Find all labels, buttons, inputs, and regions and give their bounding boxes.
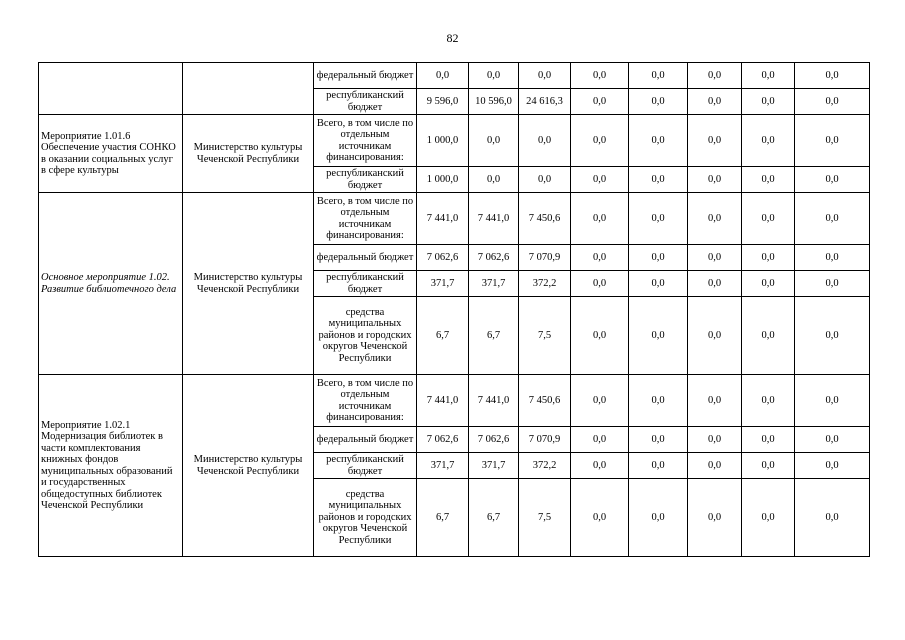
value-cell: 0,0 bbox=[629, 453, 688, 479]
value-cell: 0,0 bbox=[688, 89, 742, 115]
value-cell: 10 596,0 bbox=[469, 89, 519, 115]
value-cell: 6,7 bbox=[417, 297, 469, 375]
value-cell: 0,0 bbox=[688, 271, 742, 297]
value-cell: 0,0 bbox=[688, 479, 742, 557]
value-cell: 0,0 bbox=[742, 245, 795, 271]
value-cell: 0,0 bbox=[795, 479, 870, 557]
value-cell: 0,0 bbox=[795, 453, 870, 479]
funding-source-cell: средства муниципальных районов и городских округов Чеченской Республики bbox=[314, 297, 417, 375]
value-cell: 7 450,6 bbox=[519, 193, 571, 245]
value-cell: 1 000,0 bbox=[417, 167, 469, 193]
value-cell: 0,0 bbox=[571, 297, 629, 375]
value-cell: 0,0 bbox=[795, 63, 870, 89]
value-cell: 0,0 bbox=[571, 375, 629, 427]
value-cell: 0,0 bbox=[742, 167, 795, 193]
value-cell: 0,0 bbox=[688, 115, 742, 167]
value-cell: 371,7 bbox=[469, 453, 519, 479]
value-cell: 0,0 bbox=[742, 453, 795, 479]
value-cell: 24 616,3 bbox=[519, 89, 571, 115]
organization-cell bbox=[183, 63, 314, 115]
activity-cell: Мероприятие 1.01.6 Обеспечение участия СОНКО в оказании социальных услуг в сфере культуры bbox=[39, 115, 183, 193]
value-cell: 0,0 bbox=[688, 427, 742, 453]
value-cell: 6,7 bbox=[469, 479, 519, 557]
value-cell: 0,0 bbox=[417, 63, 469, 89]
value-cell: 7 062,6 bbox=[469, 427, 519, 453]
value-cell: 7 070,9 bbox=[519, 427, 571, 453]
value-cell: 0,0 bbox=[688, 375, 742, 427]
value-cell: 0,0 bbox=[742, 89, 795, 115]
value-cell: 371,7 bbox=[417, 271, 469, 297]
value-cell: 0,0 bbox=[795, 89, 870, 115]
value-cell: 0,0 bbox=[688, 453, 742, 479]
value-cell: 0,0 bbox=[629, 427, 688, 453]
value-cell: 7 441,0 bbox=[417, 375, 469, 427]
value-cell: 0,0 bbox=[571, 271, 629, 297]
funding-source-cell: Всего, в том числе по отдельным источникам финансирования: bbox=[314, 193, 417, 245]
budget-table bbox=[38, 62, 870, 557]
page-number: 82 bbox=[446, 31, 459, 45]
table-row bbox=[39, 63, 870, 89]
funding-source-cell: средства муниципальных районов и городских округов Чеченской Республики bbox=[314, 479, 417, 557]
table-row bbox=[39, 375, 870, 427]
value-cell: 7 062,6 bbox=[417, 245, 469, 271]
value-cell: 0,0 bbox=[629, 375, 688, 427]
organization-cell: Министерство культуры Чеченской Республики bbox=[183, 115, 314, 193]
value-cell: 0,0 bbox=[629, 115, 688, 167]
value-cell: 0,0 bbox=[571, 479, 629, 557]
value-cell: 0,0 bbox=[688, 193, 742, 245]
value-cell: 0,0 bbox=[571, 89, 629, 115]
value-cell: 0,0 bbox=[742, 427, 795, 453]
value-cell: 7,5 bbox=[519, 297, 571, 375]
value-cell: 0,0 bbox=[742, 479, 795, 557]
funding-source-cell: республиканский бюджет bbox=[314, 453, 417, 479]
funding-source-cell: Всего, в том числе по отдельным источникам финансирования: bbox=[314, 115, 417, 167]
value-cell: 0,0 bbox=[688, 297, 742, 375]
value-cell: 0,0 bbox=[571, 167, 629, 193]
funding-source-cell: федеральный бюджет bbox=[314, 245, 417, 271]
value-cell: 6,7 bbox=[417, 479, 469, 557]
value-cell: 0,0 bbox=[571, 115, 629, 167]
value-cell: 0,0 bbox=[469, 63, 519, 89]
value-cell: 1 000,0 bbox=[417, 115, 469, 167]
value-cell: 0,0 bbox=[688, 167, 742, 193]
value-cell: 0,0 bbox=[742, 375, 795, 427]
value-cell: 7 070,9 bbox=[519, 245, 571, 271]
value-cell: 0,0 bbox=[629, 245, 688, 271]
value-cell: 0,0 bbox=[519, 63, 571, 89]
value-cell: 0,0 bbox=[629, 193, 688, 245]
value-cell: 0,0 bbox=[519, 115, 571, 167]
value-cell: 6,7 bbox=[469, 297, 519, 375]
value-cell: 0,0 bbox=[742, 193, 795, 245]
value-cell: 0,0 bbox=[795, 245, 870, 271]
value-cell: 7 441,0 bbox=[417, 193, 469, 245]
value-cell: 0,0 bbox=[795, 427, 870, 453]
funding-source-cell: Всего, в том числе по отдельным источникам финансирования: bbox=[314, 375, 417, 427]
value-cell: 0,0 bbox=[629, 479, 688, 557]
value-cell: 0,0 bbox=[742, 63, 795, 89]
value-cell: 0,0 bbox=[795, 167, 870, 193]
value-cell: 7 441,0 bbox=[469, 193, 519, 245]
value-cell: 0,0 bbox=[629, 297, 688, 375]
organization-cell: Министерство культуры Чеченской Республики bbox=[183, 375, 314, 557]
activity-cell bbox=[39, 63, 183, 115]
value-cell: 7,5 bbox=[519, 479, 571, 557]
value-cell: 0,0 bbox=[688, 245, 742, 271]
value-cell: 0,0 bbox=[629, 63, 688, 89]
value-cell: 0,0 bbox=[688, 63, 742, 89]
table-row bbox=[39, 193, 870, 245]
value-cell: 372,2 bbox=[519, 271, 571, 297]
funding-source-cell: федеральный бюджет bbox=[314, 427, 417, 453]
funding-source-cell: республиканский бюджет bbox=[314, 89, 417, 115]
value-cell: 0,0 bbox=[795, 193, 870, 245]
funding-source-cell: республиканский бюджет bbox=[314, 271, 417, 297]
value-cell: 0,0 bbox=[571, 245, 629, 271]
value-cell: 7 062,6 bbox=[417, 427, 469, 453]
value-cell: 0,0 bbox=[795, 271, 870, 297]
value-cell: 0,0 bbox=[629, 271, 688, 297]
value-cell: 0,0 bbox=[519, 167, 571, 193]
value-cell: 0,0 bbox=[795, 297, 870, 375]
value-cell: 0,0 bbox=[571, 453, 629, 479]
value-cell: 9 596,0 bbox=[417, 89, 469, 115]
value-cell: 0,0 bbox=[742, 115, 795, 167]
funding-source-cell: федеральный бюджет bbox=[314, 63, 417, 89]
value-cell: 371,7 bbox=[417, 453, 469, 479]
value-cell: 0,0 bbox=[571, 193, 629, 245]
value-cell: 0,0 bbox=[795, 115, 870, 167]
value-cell: 0,0 bbox=[571, 63, 629, 89]
activity-cell: Мероприятие 1.02.1 Модернизация библиотек в части комплектования книжных фондов муниципальных образований и государственных общедоступных библиотек Чеченской Республики bbox=[39, 375, 183, 557]
value-cell: 0,0 bbox=[795, 375, 870, 427]
value-cell: 372,2 bbox=[519, 453, 571, 479]
value-cell: 0,0 bbox=[742, 271, 795, 297]
value-cell: 0,0 bbox=[571, 427, 629, 453]
organization-cell: Министерство культуры Чеченской Республики bbox=[183, 193, 314, 375]
value-cell: 0,0 bbox=[629, 167, 688, 193]
value-cell: 0,0 bbox=[742, 297, 795, 375]
value-cell: 7 441,0 bbox=[469, 375, 519, 427]
value-cell: 0,0 bbox=[469, 115, 519, 167]
table-row bbox=[39, 115, 870, 167]
value-cell: 0,0 bbox=[629, 89, 688, 115]
value-cell: 371,7 bbox=[469, 271, 519, 297]
value-cell: 7 062,6 bbox=[469, 245, 519, 271]
value-cell: 0,0 bbox=[469, 167, 519, 193]
value-cell: 7 450,6 bbox=[519, 375, 571, 427]
funding-source-cell: республиканский бюджет bbox=[314, 167, 417, 193]
activity-cell: Основное мероприятие 1.02. Развитие библиотечного дела bbox=[39, 193, 183, 375]
